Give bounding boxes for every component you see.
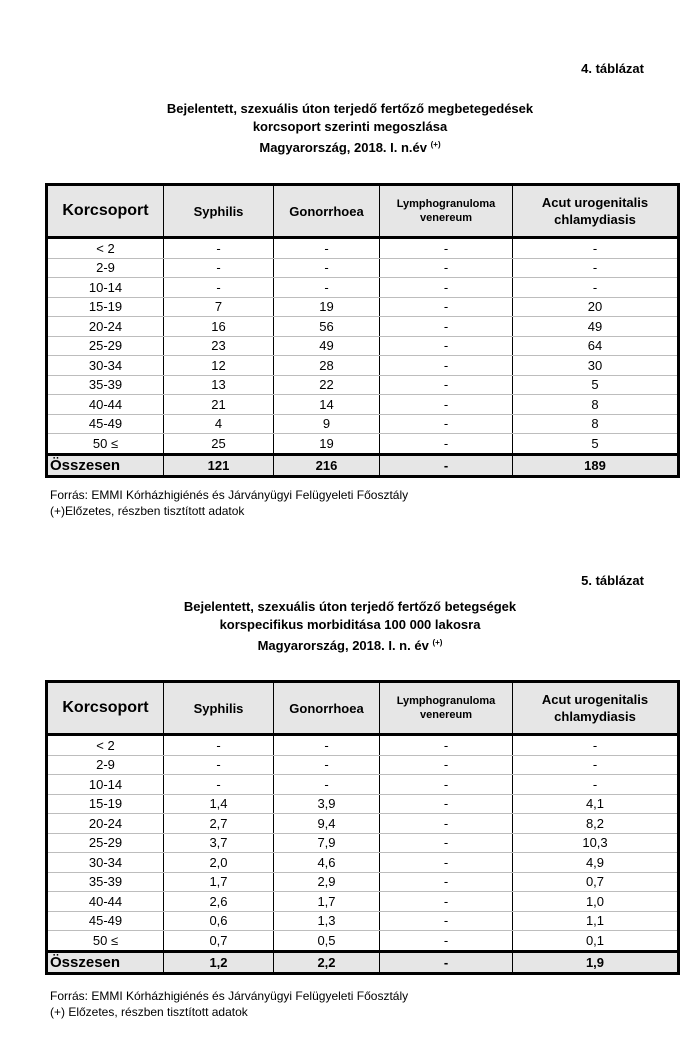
table4-header-syphilis: Syphilis	[164, 185, 274, 238]
table5-cell-syphilis: -	[164, 775, 274, 795]
table4-cell-lgv: -	[380, 297, 513, 317]
table5-title	[0, 598, 700, 655]
table5-title-line3: Magyarország, 2018. I. n. év (+)	[257, 638, 443, 653]
table4-footnotes	[50, 487, 408, 519]
table5-cell-korcsoport: 10-14	[47, 775, 164, 795]
table4-cell-chlamydiasis: 5	[513, 434, 679, 455]
table4-header-korcsoport: Korcsoport	[47, 185, 164, 238]
table4	[45, 183, 680, 478]
table5-cell-chlamydiasis: -	[513, 775, 679, 795]
table4-cell-lgv: -	[380, 434, 513, 455]
table5-cell-chlamydiasis: 4,9	[513, 853, 679, 873]
table4-cell-gonorrhoea: 28	[274, 356, 380, 376]
table5-cell-lgv: -	[380, 872, 513, 892]
table5-label: 5. táblázat	[581, 573, 644, 588]
table5-cell-syphilis: 3,7	[164, 833, 274, 853]
table4-cell-gonorrhoea: 49	[274, 336, 380, 356]
table4-source: Forrás: EMMI Kórházhigiénés és Járványügyi Felügyeleti Főosztály	[50, 488, 409, 502]
table4-cell-chlamydiasis: 49	[513, 317, 679, 337]
table5-cell-gonorrhoea: 0,5	[274, 931, 380, 952]
table5-cell-gonorrhoea: 3,9	[274, 794, 380, 814]
table5-cell-syphilis: 1,4	[164, 794, 274, 814]
table5-header-lgv: Lymphogranuloma venereum	[380, 682, 513, 735]
table-row	[47, 931, 679, 952]
table-row	[47, 434, 679, 455]
table5-cell-gonorrhoea: 1,3	[274, 911, 380, 931]
table4-cell-lgv: -	[380, 414, 513, 434]
table4-cell-chlamydiasis: 64	[513, 336, 679, 356]
table5-cell-korcsoport: 25-29	[47, 833, 164, 853]
table4-cell-syphilis: -	[164, 238, 274, 259]
table-row	[47, 755, 679, 775]
table4-header-gonorrhoea: Gonorrhoea	[274, 185, 380, 238]
table4-cell-korcsoport: < 2	[47, 238, 164, 259]
table5-title-line2: korspecifikus morbiditása 100 000 lakosra	[219, 617, 481, 632]
table5-cell-gonorrhoea: 4,6	[274, 853, 380, 873]
table5-cell-lgv: -	[380, 911, 513, 931]
table5-total-syphilis: 1,2	[164, 951, 274, 973]
table5-cell-syphilis: 0,7	[164, 931, 274, 952]
table-row	[47, 794, 679, 814]
table5-cell-gonorrhoea: 1,7	[274, 892, 380, 912]
table5-cell-lgv: -	[380, 735, 513, 756]
table5-cell-chlamydiasis: -	[513, 735, 679, 756]
table4-total-syphilis: 121	[164, 454, 274, 476]
table-row	[47, 814, 679, 834]
table4-cell-gonorrhoea: -	[274, 238, 380, 259]
table-row	[47, 238, 679, 259]
total-row	[47, 454, 679, 476]
table5-header-row	[47, 682, 679, 735]
table4-title-line3: Magyarország, 2018. I. n.év (+)	[259, 140, 441, 155]
table4-cell-lgv: -	[380, 317, 513, 337]
table4-cell-chlamydiasis: 8	[513, 414, 679, 434]
table4-cell-syphilis: 21	[164, 395, 274, 415]
table5-header-syphilis: Syphilis	[164, 682, 274, 735]
table5-cell-korcsoport: 30-34	[47, 853, 164, 873]
table5-cell-lgv: -	[380, 892, 513, 912]
table4-header-chlamydiasis: Acut urogenitalis chlamydiasis	[513, 185, 679, 238]
table4-cell-gonorrhoea: -	[274, 258, 380, 278]
table4-cell-lgv: -	[380, 356, 513, 376]
table4-note: (+)Előzetes, részben tisztított adatok	[50, 504, 245, 518]
table5-cell-gonorrhoea: -	[274, 755, 380, 775]
table5-note: (+) Előzetes, részben tisztított adatok	[50, 1005, 248, 1019]
table-row	[47, 735, 679, 756]
table4-title-line1: Bejelentett, szexuális úton terjedő fertőző megbetegedések	[166, 101, 534, 116]
table4-header-lgv: Lymphogranuloma venereum	[380, 185, 513, 238]
table4-cell-gonorrhoea: 19	[274, 434, 380, 455]
table-row	[47, 297, 679, 317]
table5-cell-gonorrhoea: 9,4	[274, 814, 380, 834]
table5-cell-lgv: -	[380, 931, 513, 952]
table5-cell-chlamydiasis: 0,7	[513, 872, 679, 892]
table5-cell-korcsoport: 45-49	[47, 911, 164, 931]
table5-cell-syphilis: 2,0	[164, 853, 274, 873]
table-row	[47, 775, 679, 795]
table4-cell-syphilis: 13	[164, 375, 274, 395]
table-row	[47, 317, 679, 337]
table5-cell-gonorrhoea: -	[274, 735, 380, 756]
table5-cell-lgv: -	[380, 853, 513, 873]
table4-cell-korcsoport: 20-24	[47, 317, 164, 337]
table-row	[47, 395, 679, 415]
table5-cell-gonorrhoea: 2,9	[274, 872, 380, 892]
table5-cell-chlamydiasis: 0,1	[513, 931, 679, 952]
table5-cell-lgv: -	[380, 755, 513, 775]
table5-cell-lgv: -	[380, 833, 513, 853]
table-row	[47, 911, 679, 931]
table5-cell-lgv: -	[380, 775, 513, 795]
table4-cell-korcsoport: 10-14	[47, 278, 164, 298]
table5-title-sup: (+)	[432, 638, 443, 647]
table5-cell-korcsoport: 50 ≤	[47, 931, 164, 952]
table4-cell-chlamydiasis: 8	[513, 395, 679, 415]
table4-title-sup: (+)	[430, 140, 441, 149]
table5-cell-chlamydiasis: -	[513, 755, 679, 775]
table-row	[47, 375, 679, 395]
table5-cell-korcsoport: < 2	[47, 735, 164, 756]
table4-cell-lgv: -	[380, 258, 513, 278]
table4-cell-chlamydiasis: -	[513, 238, 679, 259]
table4-cell-korcsoport: 2-9	[47, 258, 164, 278]
table5-cell-syphilis: -	[164, 735, 274, 756]
table5-cell-syphilis: -	[164, 755, 274, 775]
table4-cell-lgv: -	[380, 395, 513, 415]
table5-cell-korcsoport: 35-39	[47, 872, 164, 892]
table4-cell-lgv: -	[380, 238, 513, 259]
table5-cell-syphilis: 2,6	[164, 892, 274, 912]
table4-cell-gonorrhoea: -	[274, 278, 380, 298]
table5-header-chlamydiasis: Acut urogenitalis chlamydiasis	[513, 682, 679, 735]
table-row	[47, 853, 679, 873]
table5-cell-chlamydiasis: 1,1	[513, 911, 679, 931]
table4-cell-korcsoport: 35-39	[47, 375, 164, 395]
table-row	[47, 278, 679, 298]
table5-header-korcsoport: Korcsoport	[47, 682, 164, 735]
table-row	[47, 336, 679, 356]
table4-cell-gonorrhoea: 9	[274, 414, 380, 434]
table5-cell-syphilis: 0,6	[164, 911, 274, 931]
table4-cell-korcsoport: 40-44	[47, 395, 164, 415]
table5-total-chlamydiasis: 1,9	[513, 951, 679, 973]
table4-cell-syphilis: -	[164, 278, 274, 298]
table-row	[47, 356, 679, 376]
table4-cell-korcsoport: 30-34	[47, 356, 164, 376]
table5-cell-syphilis: 1,7	[164, 872, 274, 892]
table4-cell-chlamydiasis: 5	[513, 375, 679, 395]
table4-cell-chlamydiasis: 20	[513, 297, 679, 317]
table4-cell-gonorrhoea: 19	[274, 297, 380, 317]
table5-footnotes	[50, 988, 408, 1020]
table-row	[47, 258, 679, 278]
table5-cell-chlamydiasis: 1,0	[513, 892, 679, 912]
table5-total-lgv: -	[380, 951, 513, 973]
table4-title-line2: korcsoport szerinti megoszlása	[252, 119, 448, 134]
table5-cell-korcsoport: 15-19	[47, 794, 164, 814]
table5-cell-korcsoport: 40-44	[47, 892, 164, 912]
table4-cell-korcsoport: 50 ≤	[47, 434, 164, 455]
table4-total-korcsoport: Összesen	[47, 454, 164, 476]
table4-total-lgv: -	[380, 454, 513, 476]
table-row	[47, 872, 679, 892]
table5-source: Forrás: EMMI Kórházhigiénés és Járványügyi Felügyeleti Főosztály	[50, 989, 409, 1003]
table4-cell-chlamydiasis: 30	[513, 356, 679, 376]
table5-cell-syphilis: 2,7	[164, 814, 274, 834]
table4-total-gonorrhoea: 216	[274, 454, 380, 476]
table5-total-korcsoport: Összesen	[47, 951, 164, 973]
table4-title	[0, 100, 700, 157]
table4-cell-gonorrhoea: 56	[274, 317, 380, 337]
table5-cell-lgv: -	[380, 814, 513, 834]
table4-cell-lgv: -	[380, 375, 513, 395]
table4-cell-lgv: -	[380, 336, 513, 356]
table4-cell-syphilis: 4	[164, 414, 274, 434]
table-row	[47, 414, 679, 434]
table4-total-chlamydiasis: 189	[513, 454, 679, 476]
table5-cell-chlamydiasis: 4,1	[513, 794, 679, 814]
table4-cell-syphilis: -	[164, 258, 274, 278]
table4-header-row	[47, 185, 679, 238]
table5-cell-gonorrhoea: -	[274, 775, 380, 795]
table5	[45, 680, 680, 975]
table4-cell-syphilis: 16	[164, 317, 274, 337]
table5-header-gonorrhoea: Gonorrhoea	[274, 682, 380, 735]
table4-cell-gonorrhoea: 22	[274, 375, 380, 395]
table4-cell-korcsoport: 45-49	[47, 414, 164, 434]
table5-cell-lgv: -	[380, 794, 513, 814]
table5-title-line1: Bejelentett, szexuális úton terjedő fertőző betegségek	[183, 599, 517, 614]
table-row	[47, 892, 679, 912]
table5-cell-korcsoport: 2-9	[47, 755, 164, 775]
total-row	[47, 951, 679, 973]
table4-cell-chlamydiasis: -	[513, 258, 679, 278]
table4-cell-syphilis: 12	[164, 356, 274, 376]
table4-cell-syphilis: 25	[164, 434, 274, 455]
table-row	[47, 833, 679, 853]
table4-cell-gonorrhoea: 14	[274, 395, 380, 415]
table4-cell-korcsoport: 15-19	[47, 297, 164, 317]
table4-cell-lgv: -	[380, 278, 513, 298]
table4-cell-syphilis: 23	[164, 336, 274, 356]
table4-cell-chlamydiasis: -	[513, 278, 679, 298]
table4-label: 4. táblázat	[581, 61, 644, 76]
table5-cell-korcsoport: 20-24	[47, 814, 164, 834]
table4-cell-syphilis: 7	[164, 297, 274, 317]
table4-cell-korcsoport: 25-29	[47, 336, 164, 356]
table5-cell-chlamydiasis: 10,3	[513, 833, 679, 853]
table5-cell-chlamydiasis: 8,2	[513, 814, 679, 834]
table5-cell-gonorrhoea: 7,9	[274, 833, 380, 853]
table5-total-gonorrhoea: 2,2	[274, 951, 380, 973]
